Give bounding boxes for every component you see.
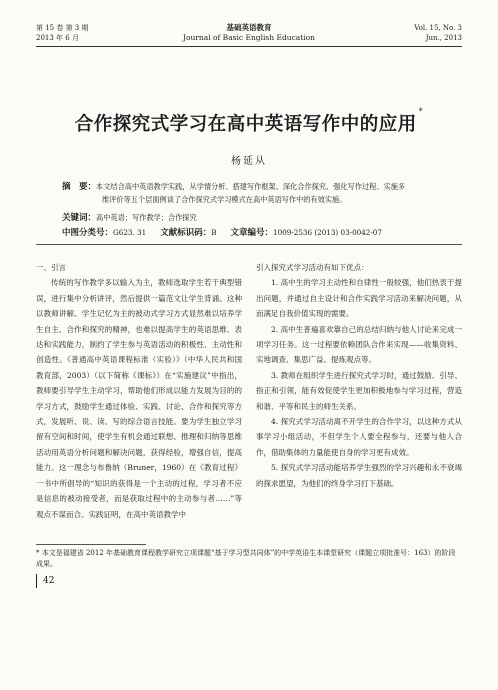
intro-paragraph: 传统的写作教学多以输入为主，教师选取学生若干典型错误，进行集中分析讲评，然后提供一篇范文让学生背诵。这种以教师讲解、学生记忆为主的被动式学习方式显然难以培养学生自主、合作和探究的精神，也难以提高学生的英语思维、表达和实践能力，制约了学生参与英语活动的积极性、主动性和创造性。《普通高中英语课程标准（实验）》（中华人民共和国教育部，2003）（以下简称《课标》）在“实施建议”中指出，教师要引导学生主动学习，帮助他们形成以能力发展为目的的学习方式，鼓励学生通过体验、实践、讨论、合作和探究等方式，发展听、说、读、写的综合语言技能。要为学生独立学习留有空间和时间，使学生有机会通过联想、推理和归纳等思维活动用英语分析问题和解决问题，获得经验，增强自信，提高能力。这一理念与布鲁纳（Bruner，1960）在《教育过程》一书中所倡导的“知识的获得是一个主动的过程，学习者不应是信息的被动接受者，而是获取过程中的主动参与者……”等观点不谋而合。实践证明，在高中英语教学中: [36, 278, 242, 519]
advantage-item: 1. 高中生的学习主动性和自律性一般较强，他们热衷于提出问题，并通过自主设计和合作实践学习活动来解决问题，从而满足自我价值实现的需要。: [256, 278, 462, 319]
header-divider: [36, 46, 462, 47]
author-name: 杨延从: [231, 156, 267, 167]
clc-number: G623. 31: [113, 228, 147, 237]
advantages-intro: 引入探究式学习活动有如下优点：: [256, 263, 369, 272]
abstract-line-2: 维评价等五个层面例谈了合作探究式学习模式在高中英语写作中的有效实施。: [102, 195, 347, 204]
keywords-text: 高中英语；写作教学；合作探究: [96, 213, 197, 222]
clc-label: 中图分类号：: [62, 228, 114, 238]
abstract: [62, 180, 438, 194]
volume-line: 第 15 卷 第 3 期: [36, 24, 89, 32]
abstract-divider: [36, 244, 462, 245]
article-title: [36, 107, 462, 136]
date-en-line: Jun., 2013: [425, 34, 462, 42]
doc-code: B: [211, 228, 217, 237]
advantage-item: 2. 高中生普遍喜欢靠自己的总结归纳与他人讨论来完成一项学习任务。这一过程要依赖团队合作来实现——收集资料、实地调查、集思广益、提炼观点等。: [256, 324, 462, 365]
left-column: [36, 260, 242, 522]
title-footnote-mark: *: [418, 107, 424, 116]
article-id: 1009-2536 (2013) 03-0042-07: [273, 228, 382, 237]
abstract-line-1: 本文结合高中英语教学实践，从学情分析、搭建写作框架、深化合作探究、强化写作过程、实施多: [96, 182, 406, 191]
journal-name: [150, 23, 348, 43]
footnote: * 本文是福建省 2012 年基础教育课程教学研究立项课题“基于学习型共同体”的中学英语生本课堂研究（课题立项批准号：163）的阶段成果。: [36, 549, 456, 568]
volume-issue-info: [36, 23, 89, 43]
journal-name-cn: 基础英语教育: [226, 23, 272, 32]
keywords: [62, 211, 438, 225]
abstract-label: 摘 要：: [62, 182, 97, 192]
journal-name-en: Journal of Basic English Education: [182, 33, 315, 42]
advantage-item: 4. 探究式学习活动离不开学生的合作学习，以这种方式从事学习小组活动，不但学生个人要全程参与，还要与他人合作，借助集体的力量能使自身的学习更有成效。: [256, 417, 462, 457]
footnote-divider: [36, 544, 146, 545]
advantage-item: 5. 探究式学习活动能培养学生强烈的学习兴趣和永不衰竭的探求愿望，为他们的终身学习打下基础。: [256, 463, 462, 488]
article-id-label: 文章编号：: [230, 228, 274, 238]
page-number: 42: [36, 574, 54, 588]
volume-en-line: Vol. 15, No. 3: [414, 24, 462, 32]
keywords-label: 关键词：: [62, 213, 97, 223]
volume-issue-en: [414, 23, 462, 43]
right-column: [256, 260, 462, 491]
classification-line: [62, 226, 438, 240]
date-line: 2013 年 6 月: [36, 34, 79, 42]
advantage-item: 3. 教师在组织学生进行探究式学习时，通过鼓励、引导、指正和引领，能有效促使学生更加积极地参与学习过程，营造和谐、平等和民主的师生关系。: [256, 370, 462, 411]
article-title-text: 合作探究式学习在高中英语写作中的应用: [74, 114, 417, 135]
doc-code-label: 文献标识码：: [160, 228, 212, 238]
section-heading: 一、引言: [36, 263, 66, 272]
